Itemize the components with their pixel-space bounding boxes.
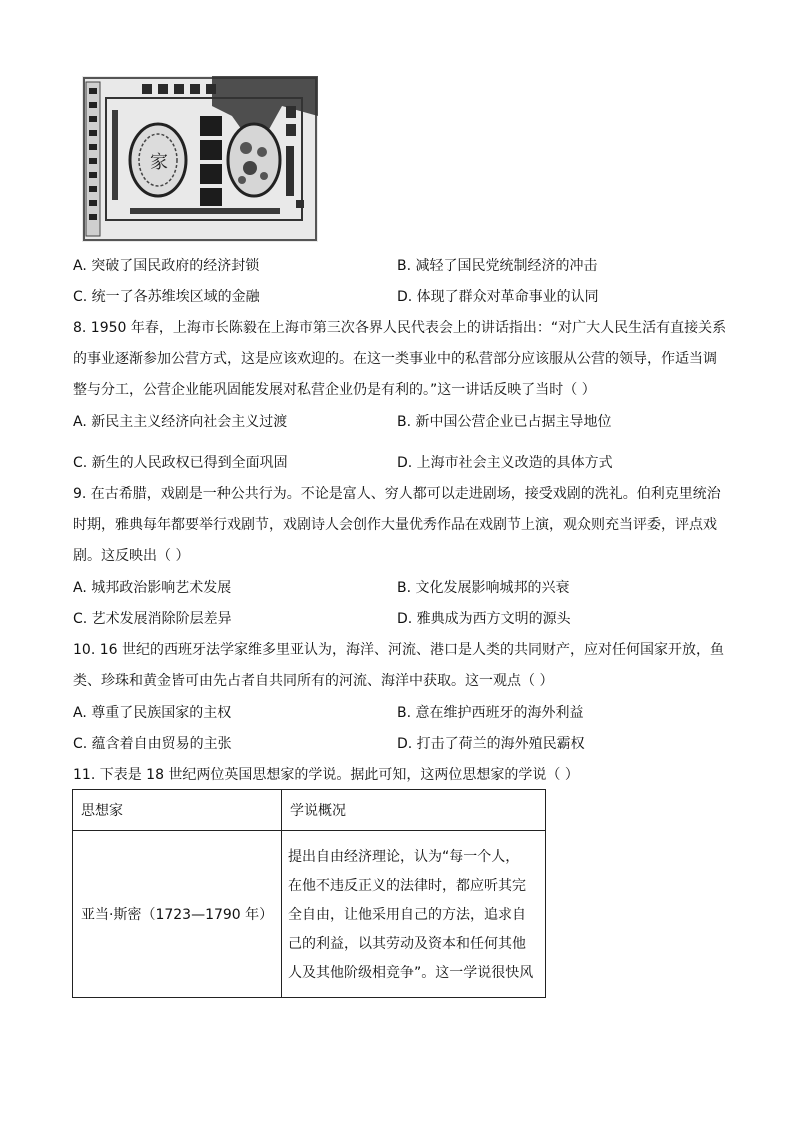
q10-option-a[interactable]: A. 尊重了民族国家的主权 xyxy=(73,705,232,721)
theory-line: 在他不违反正义的法律时，都应听其完 xyxy=(288,877,526,894)
theory-line: 提出自由经济理论，认为“每一个人， xyxy=(288,848,520,865)
q9-option-c[interactable]: C. 艺术发展消除阶层差异 xyxy=(73,611,232,627)
q7-option-b[interactable]: B. 减轻了国民党统制经济的冲击 xyxy=(397,258,598,274)
q9-stem-line-2: 时期，雅典每年都要举行戏剧节，戏剧诗人会创作大量优秀作品在戏剧节上演，观众则充当评委，评点戏 xyxy=(73,517,717,533)
table-header-row xyxy=(73,790,546,831)
q9-option-a[interactable]: A. 城邦政治影响艺术发展 xyxy=(73,580,232,596)
q8-option-b[interactable]: B. 新中国公营企业已占据主导地位 xyxy=(397,414,612,430)
q8-option-c[interactable]: C. 新生的人民政权已得到全面巩固 xyxy=(73,455,288,471)
theory-line: 全自由，让他采用自己的方法，追求自 xyxy=(288,906,526,923)
q7-option-c[interactable]: C. 统一了各苏维埃区域的金融 xyxy=(73,289,260,305)
q8-option-d[interactable]: D. 上海市社会主义改造的具体方式 xyxy=(397,455,613,471)
q8-stem-line-2: 的事业逐渐参加公营方式，这是应该欢迎的。在这一类事业中的私营部分应该服从公营的领导，作适当调 xyxy=(73,351,717,367)
q10-option-b[interactable]: B. 意在维护西班牙的海外利益 xyxy=(397,705,584,721)
q8-stem-line-1: 8. 1950 年春，上海市长陈毅在上海市第三次各界人民代表会上的讲话指出：“对广大人民生活有直接关系 xyxy=(73,320,727,336)
table-header-thinker: 思想家 xyxy=(73,790,282,831)
q9-option-b[interactable]: B. 文化发展影响城邦的兴衰 xyxy=(397,580,570,596)
thinkers-table xyxy=(72,789,546,998)
q8-option-a[interactable]: A. 新民主主义经济向社会主义过渡 xyxy=(73,414,288,430)
q7-option-d[interactable]: D. 体现了群众对革命事业的认同 xyxy=(397,289,599,305)
theory-line: 己的利益，以其劳动及资本和任何其他 xyxy=(288,935,526,952)
svg-text:家: 家 xyxy=(150,152,168,173)
table-cell-thinker: 亚当·斯密（1723—1790 年） xyxy=(73,831,282,998)
q9-option-d[interactable]: D. 雅典成为西方文明的源头 xyxy=(397,611,571,627)
q10-stem-line-1: 10. 16 世纪的西班牙法学家维多里亚认为，海洋、河流、港口是人类的共同财产，应对任何国家开放，鱼 xyxy=(73,642,724,658)
q8-stem-line-3: 整与分工，公营企业能巩固能发展对私营企业仍是有利的。”这一讲话反映了当时（ ） xyxy=(73,382,596,398)
q9-stem-line-3: 剧。这反映出（ ） xyxy=(73,548,190,564)
q9-stem-line-1: 9. 在古希腊，戏剧是一种公共行为。不论是富人、穷人都可以走进剧场，接受戏剧的洗礼。伯利克里统治 xyxy=(73,486,721,502)
table-header-theory: 学说概况 xyxy=(282,790,546,831)
theory-line: 人及其他阶级相竞争”。这一学说很快风 xyxy=(288,964,534,981)
q11-stem: 11. 下表是 18 世纪两位英国思想家的学说。据此可知，这两位思想家的学说（ ） xyxy=(73,767,579,783)
revolutionary-bond-image xyxy=(82,76,318,242)
q10-option-d[interactable]: D. 打击了荷兰的海外殖民霸权 xyxy=(397,736,585,752)
q7-option-a[interactable]: A. 突破了国民政府的经济封锁 xyxy=(73,258,260,274)
table-row xyxy=(73,831,546,998)
table-cell-theory xyxy=(282,831,546,998)
q10-option-c[interactable]: C. 蕴含着自由贸易的主张 xyxy=(73,736,232,752)
q10-stem-line-2: 类、珍珠和黄金皆可由先占者自共同所有的河流、海洋中获取。这一观点（ ） xyxy=(73,673,554,689)
